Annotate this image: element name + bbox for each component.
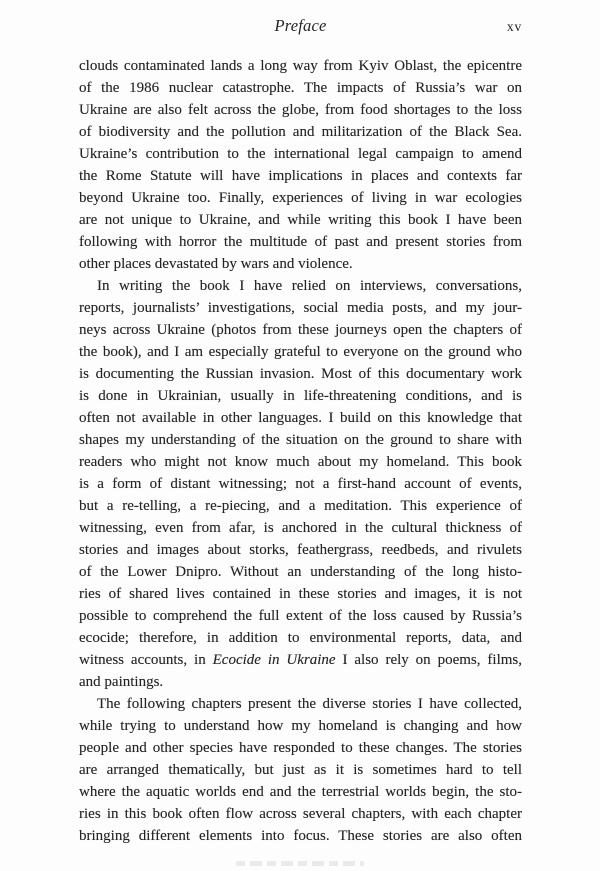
- text-line: clouds contaminated lands a long way from Kyiv Oblast, the epicentre: [79, 58, 522, 74]
- text-line: where the aquatic worlds end and the terrestrial worlds begin, the sto-: [79, 784, 522, 800]
- text-line: bringing different elements into focus. These stories are also often: [79, 828, 522, 844]
- running-head-title: Preface: [274, 16, 327, 35]
- text-line: are arranged thematically, but just as it is sometimes hard to tell: [79, 762, 522, 778]
- text-line: shapes my understanding of the situation on the ground to share with: [79, 432, 522, 448]
- text-line: Ukraine’s contribution to the international legal campaign to amend: [79, 146, 522, 162]
- text-line: ries of shared lives contained in these stories and images, it is not: [79, 586, 522, 602]
- text-line: ecocide; therefore, in addition to environmental reports, data, and: [79, 630, 522, 646]
- text-line: other places devastated by wars and violence.: [79, 256, 353, 272]
- page-header: [79, 14, 522, 38]
- text-line: often not available in other languages. I build on this knowledge that: [79, 410, 522, 426]
- text-line: beyond Ukraine too. Finally, experiences of living in war ecologies: [79, 190, 522, 206]
- text-line: witnessing, even from afar, is anchored in the cultural thickness of: [79, 520, 522, 536]
- text-line: of the Lower Dnipro. Without an understanding of the long histo-: [79, 564, 522, 580]
- text-line: people and other species have responded to these changes. The stories: [79, 740, 522, 756]
- text-line: of biodiversity and the pollution and militarization of the Black Sea.: [79, 124, 522, 140]
- text-line: In writing the book I have relied on interviews, conversations,: [97, 278, 522, 294]
- text-line: The following chapters present the diverse stories I have collected,: [97, 696, 522, 712]
- text-line: but a re-telling, a re-piecing, and a meditation. This experience of: [79, 498, 522, 514]
- text-line: while trying to understand how my homeland is changing and how: [79, 718, 522, 734]
- clipped-text-artifact: [236, 861, 364, 866]
- text-line: witness accounts, in Ecocide in Ukraine I also rely on poems, films,: [79, 652, 522, 668]
- text-line: readers who might not know much about my homeland. This book: [79, 454, 522, 470]
- text-line: are not unique to Ukraine, and while writing this book I have been: [79, 212, 522, 228]
- text-line: and paintings.: [79, 674, 164, 690]
- text-line: ries in this book often flow across several chapters, with each chapter: [79, 806, 522, 822]
- text-line: the book), and I am especially grateful to everyone on the ground who: [79, 344, 522, 360]
- text-line: the Rome Statute will have implications in places and contexts far: [79, 168, 522, 184]
- text-line: is done in Ukrainian, usually in life-threatening conditions, and is: [79, 388, 522, 404]
- body-text: [79, 55, 522, 847]
- text-line: of the 1986 nuclear catastrophe. The impacts of Russia’s war on: [79, 80, 522, 96]
- text-line: stories and images about storks, feathergrass, reedbeds, and rivulets: [79, 542, 522, 558]
- text-line: Ukraine are also felt across the globe, from food shortages to the loss: [79, 102, 522, 118]
- text-line: is a form of distant witnessing; not a first-hand account of events,: [79, 476, 522, 492]
- page-number: xv: [506, 19, 522, 34]
- text-line: neys across Ukraine (photos from these journeys open the chapters of: [79, 322, 522, 338]
- text-line: possible to comprehend the full extent of the loss caused by Russia’s: [79, 608, 522, 624]
- text-line: following with horror the multitude of past and present stories from: [79, 234, 522, 250]
- text-line: is documenting the Russian invasion. Most of this documentary work: [79, 366, 522, 382]
- text-line: reports, journalists’ investigations, social media posts, and my jour-: [79, 300, 522, 316]
